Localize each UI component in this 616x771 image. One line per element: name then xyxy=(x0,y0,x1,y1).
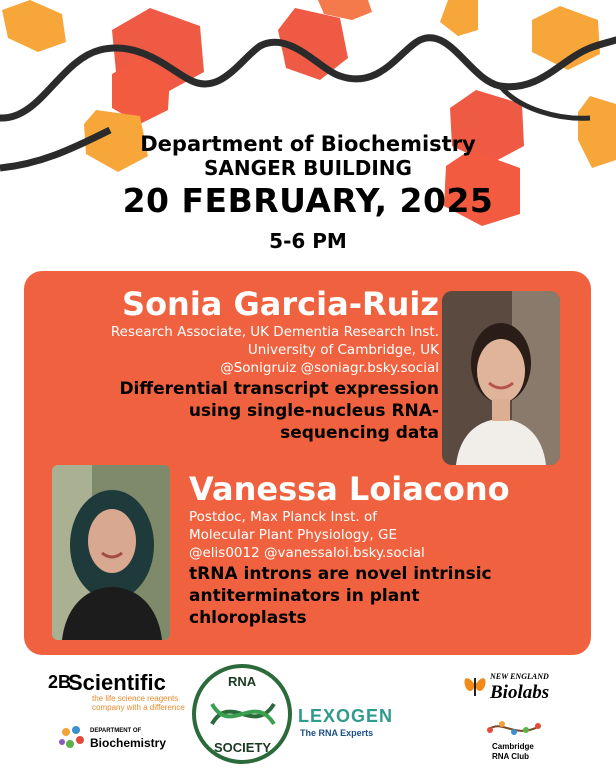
lexogen-logo: LEXOGEN The RNA Experts xyxy=(298,706,394,738)
rna-society-logo: RNA SOCIETY xyxy=(190,662,294,766)
speaker-name: Sonia Garcia-Ruiz xyxy=(122,285,439,323)
department-title: Department of Biochemistry xyxy=(140,132,476,156)
speaker-card-1 xyxy=(64,285,439,443)
speaker-card-2 xyxy=(189,470,584,628)
talk-title: using single-nucleus RNA- xyxy=(188,401,439,421)
talk-title: sequencing data xyxy=(280,423,439,443)
speaker-photo-2 xyxy=(52,465,170,640)
event-date: 20 FEBRUARY, 2025 xyxy=(122,181,494,220)
biochemistry-logo: DEPARTMENT OF Biochemistry xyxy=(58,724,178,758)
speaker-photo-1 xyxy=(442,291,560,465)
talk-title: chloroplasts xyxy=(189,608,307,628)
speaker-affiliation: Postdoc, Max Planck Inst. of xyxy=(189,509,377,525)
talk-title: antiterminators in plant xyxy=(189,586,420,606)
speaker-handles: @Sonigruiz @soniagr.bsky.social xyxy=(220,360,439,376)
sponsor-logos xyxy=(0,660,616,771)
speaker-handles: @elis0012 @vanessaloi.bsky.social xyxy=(189,545,425,561)
building-name: SANGER BUILDING xyxy=(204,156,412,180)
speaker-affiliation: Molecular Plant Physiology, GE xyxy=(189,527,397,543)
talk-title: Differential transcript expression xyxy=(119,379,439,399)
cambridge-rna-club-logo: Cambridge RNA Club xyxy=(478,718,568,768)
2bscientific-logo: 2B Scientific the life science reagents company with a difference xyxy=(48,670,185,712)
event-header xyxy=(0,132,616,256)
event-time: 5-6 PM xyxy=(269,229,347,253)
speaker-affiliation: University of Cambridge, UK xyxy=(247,342,439,358)
speaker-name: Vanessa Loiacono xyxy=(189,470,510,508)
speaker-affiliation: Research Associate, UK Dementia Research Inst. xyxy=(110,324,439,340)
speakers-panel xyxy=(24,271,591,655)
talk-title: tRNA introns are novel intrinsic xyxy=(189,564,492,584)
neb-logo: NEW ENGLAND Biolabs xyxy=(462,668,582,714)
